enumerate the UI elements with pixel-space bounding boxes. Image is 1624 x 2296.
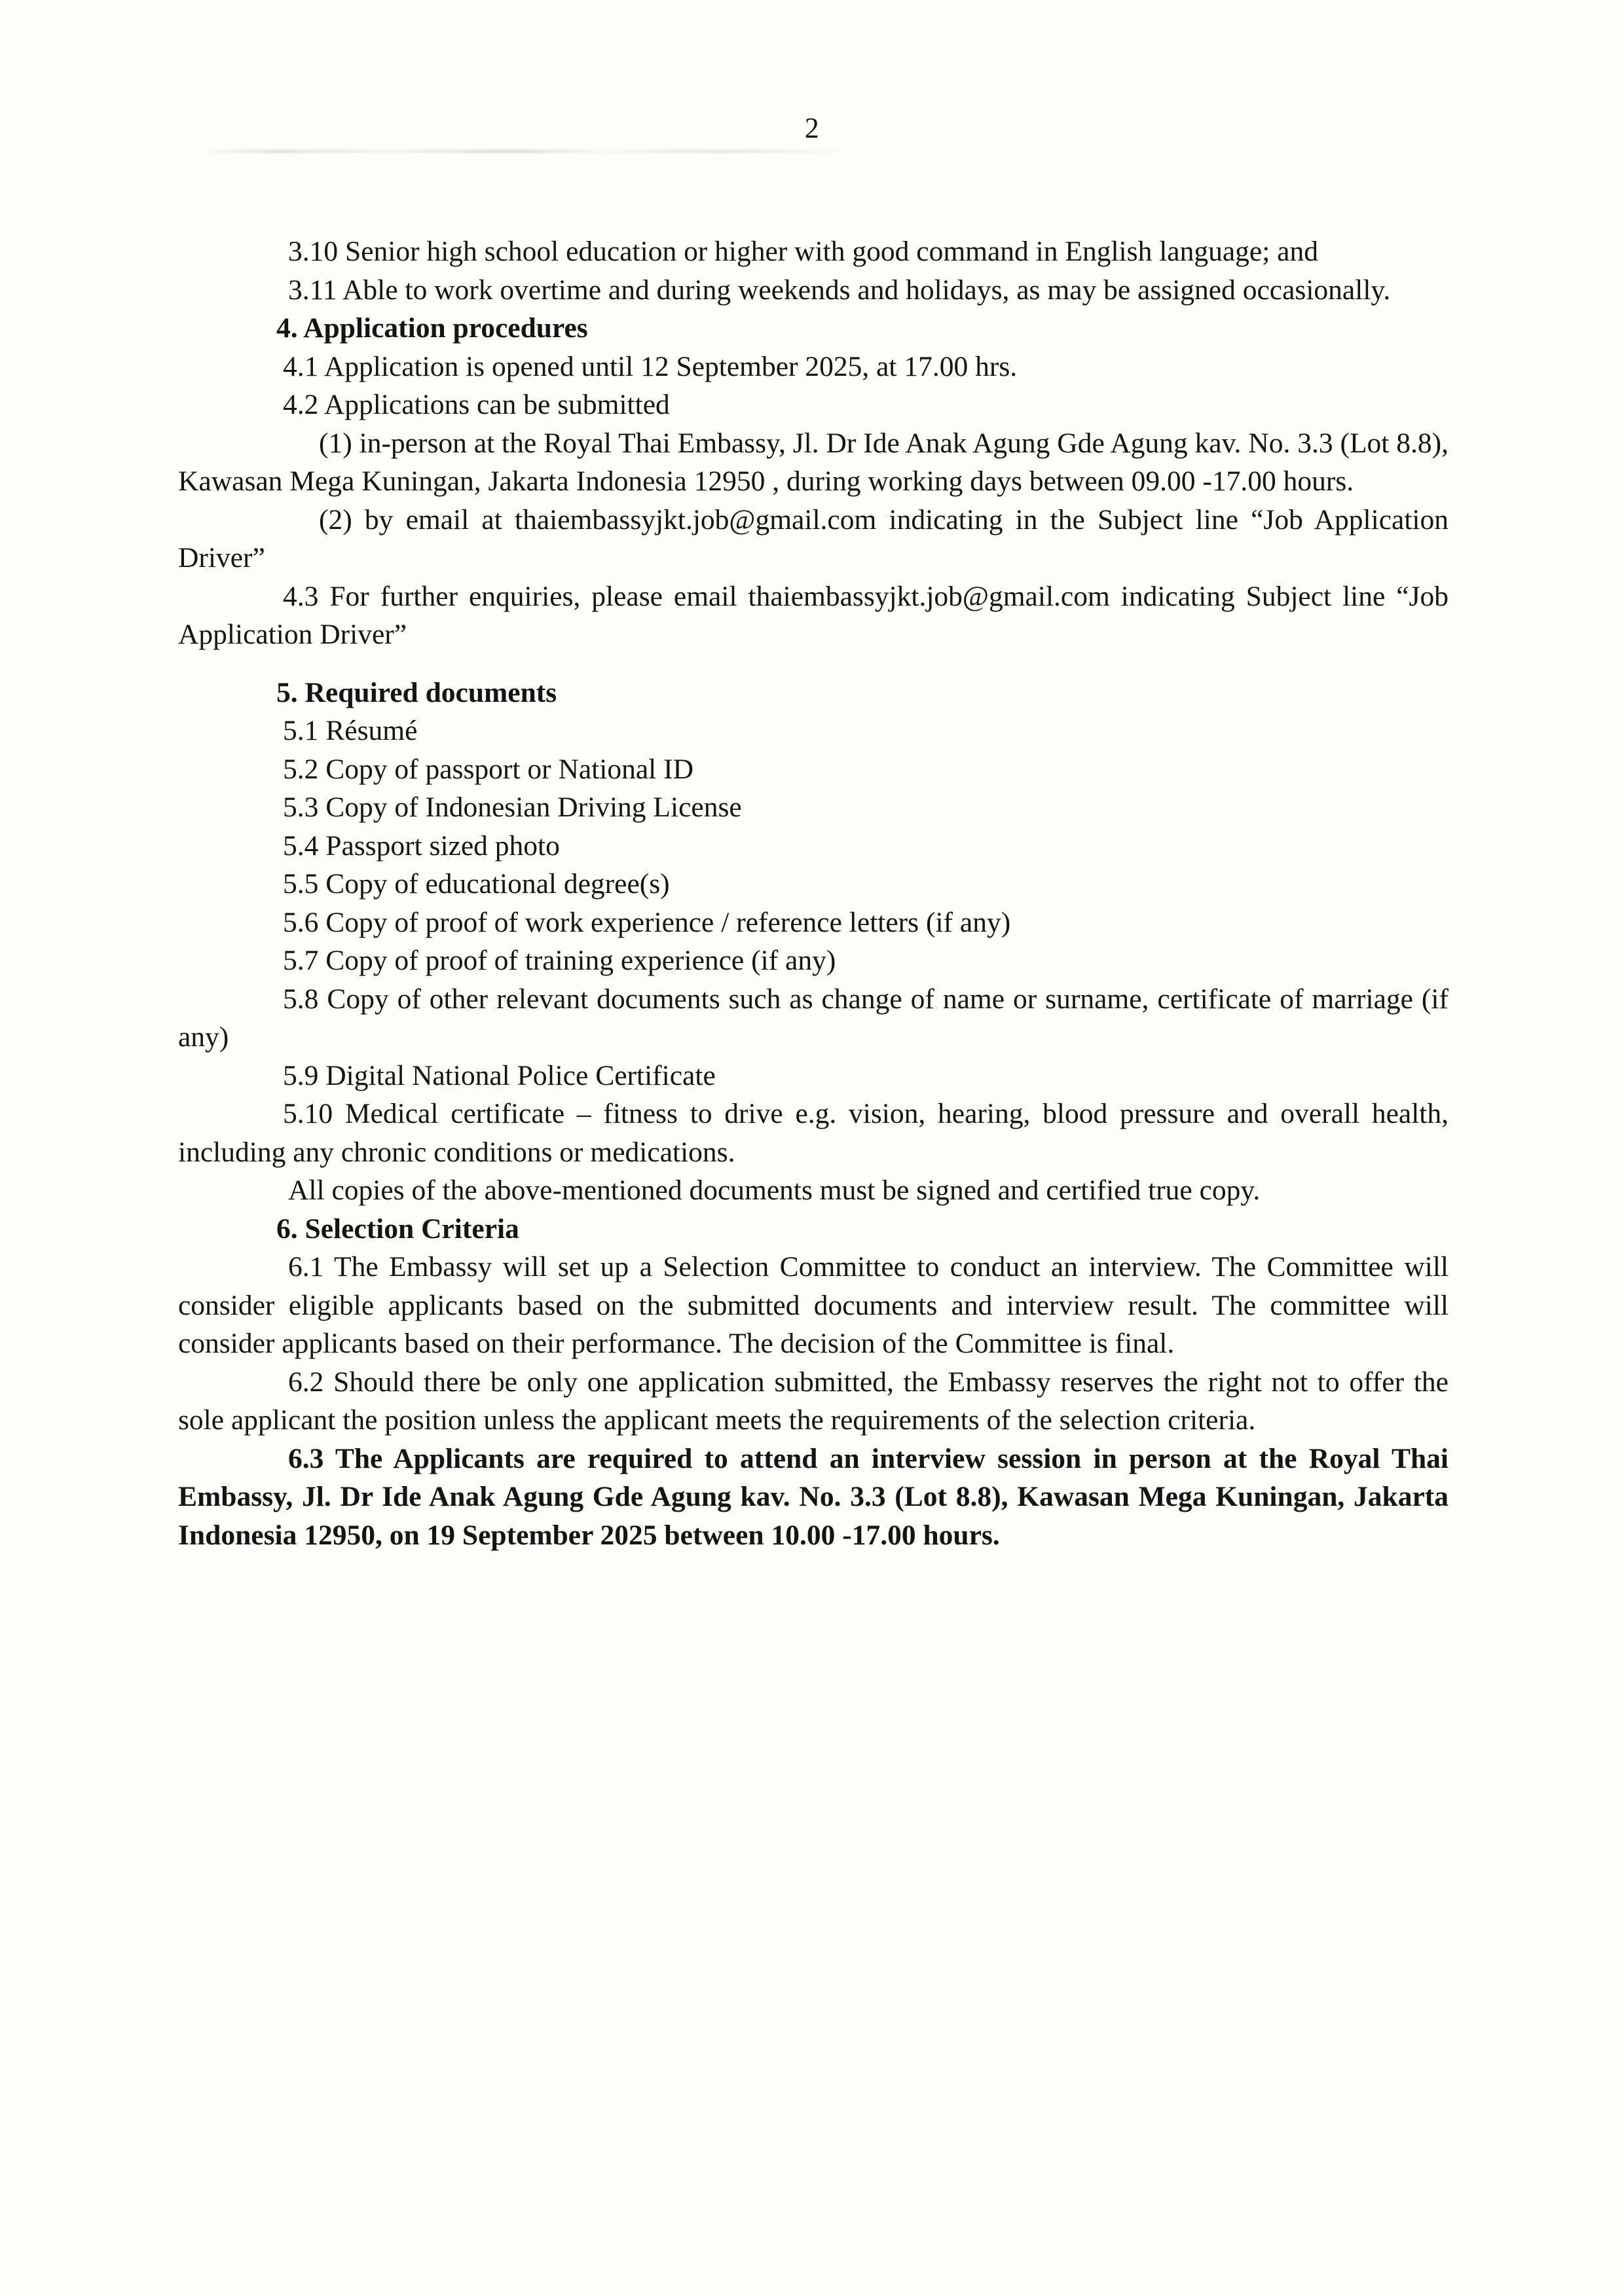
paragraph-5-note: All copies of the above-mentioned documents must be signed and certified true copy. (288, 1175, 1261, 1206)
paragraph-5-3: 5.3 Copy of Indonesian Driving License (283, 792, 742, 823)
paragraph-5-2: 5.2 Copy of passport or National ID (283, 753, 694, 785)
paragraph-5-6: 5.6 Copy of proof of work experience / reference letters (if any) (283, 906, 1011, 938)
paragraph-5-4: 5.4 Passport sized photo (283, 829, 560, 862)
paragraph-3-10: 3.10 Senior high school education or higher with good command in English language; and (288, 236, 1318, 267)
document-body (178, 232, 1449, 1554)
section-heading-6: 6. Selection Criteria (276, 1212, 519, 1245)
paragraph-6-2: 6.2 Should there be only one application submitted, the Embassy reserves the right not to offer the sole applicant the position unless the applicant meets the requirements of the selection criteria. (178, 1366, 1449, 1436)
paragraph-4-2-1: (1) in-person at the Royal Thai Embassy, Jl. Dr Ide Anak Agung Gde Agung kav. No. 3.3 (Lot 8.8), Kawasan Mega Kuningan, Jakarta Indonesia 12950 , during working days between 09.00 -17.00 hours. (178, 427, 1449, 497)
paragraph-5-10: 5.10 Medical certificate – fitness to drive e.g. vision, hearing, blood pressure and overall health, including any chronic conditions or medications. (178, 1098, 1449, 1168)
paragraph-5-7: 5.7 Copy of proof of training experience (if any) (283, 945, 836, 976)
section-heading-5: 5. Required documents (276, 676, 557, 708)
paragraph-4-2: 4.2 Applications can be submitted (283, 389, 670, 420)
paragraph-5-1: 5.1 Résumé (283, 715, 418, 746)
page-number: 2 (804, 112, 820, 144)
paragraph-3-11: 3.11 Able to work overtime and during weekends and holidays, as may be assigned occasionally. (288, 274, 1391, 306)
section-heading-4: 4. Application procedures (276, 312, 588, 344)
paragraph-4-2-2: (2) by email at thaiembassyjkt.job@gmail.com indicating in the Subject line “Job Application Driver” (178, 503, 1449, 574)
paragraph-5-8: 5.8 Copy of other relevant documents such as change of name or surname, certificate of marriage (if any) (178, 983, 1449, 1053)
scan-artifact (196, 149, 851, 153)
paragraph-4-3: 4.3 For further enquiries, please email thaiembassyjkt.job@gmail.com indicating Subject line “Job Application Driver” (178, 580, 1449, 650)
paragraph-5-9: 5.9 Digital National Police Certificate (283, 1059, 716, 1091)
paragraph-4-1: 4.1 Application is opened until 12 September 2025, at 17.00 hrs. (283, 350, 1018, 382)
paragraph-5-5: 5.5 Copy of educational degree(s) (283, 868, 670, 900)
paragraph-6-1: 6.1 The Embassy will set up a Selection Committee to conduct an interview. The Committee will consider eligible applicants based on the submitted documents and interview result. The committee will consider applicants based on their performance. The decision of the Committee is final. (178, 1251, 1449, 1359)
paragraph-6-3: 6.3 The Applicants are required to attend an interview session in person at the Royal Thai Embassy, Jl. Dr Ide Anak Agung Gde Agung kav. No. 3.3 (Lot 8.8), Kawasan Mega Kuningan, Jakarta Indonesia 12950, on 19 September 2025 between 10.00 -17.00 hours. (178, 1442, 1449, 1551)
